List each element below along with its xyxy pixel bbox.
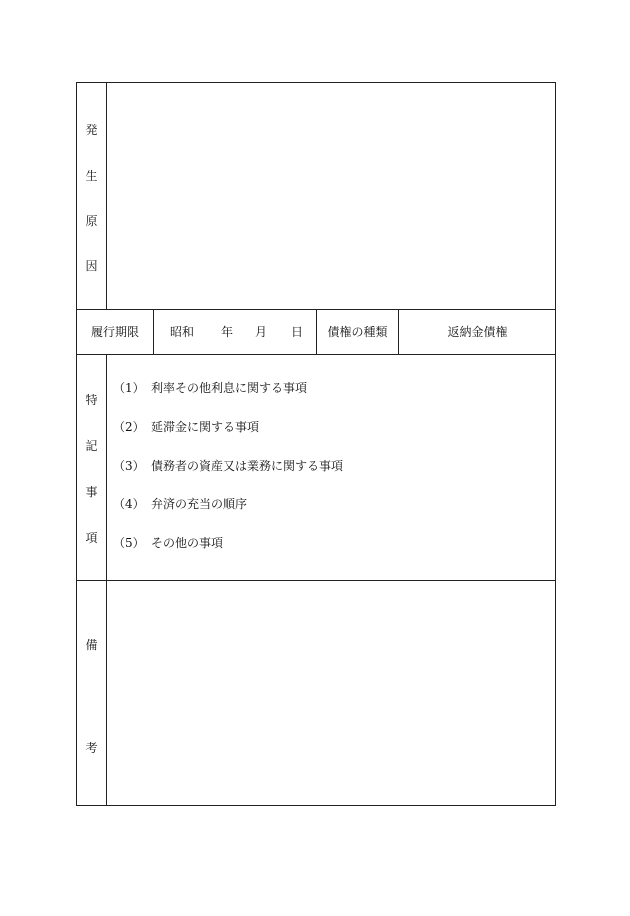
divider-row2 xyxy=(77,354,555,355)
date-era: 昭和 xyxy=(170,325,195,339)
item-text: 延滞金に関する事項 xyxy=(151,420,260,434)
special-note-item xyxy=(113,534,223,551)
item-text: 弁済の充当の順序 xyxy=(151,497,248,511)
date-year-label: 年 xyxy=(221,325,234,339)
special-note-item xyxy=(113,495,247,512)
term-date-field[interactable] xyxy=(154,309,316,354)
item-text: その他の事項 xyxy=(151,536,224,550)
special-notes-label-char: 項 xyxy=(85,531,98,545)
item-number: （5） xyxy=(113,536,145,550)
item-text: 利率その他利息に関する事項 xyxy=(151,381,308,395)
cause-field[interactable] xyxy=(107,83,556,308)
item-number: （1） xyxy=(113,381,145,395)
item-number: （3） xyxy=(113,459,145,473)
term-label: 履行期限 xyxy=(90,325,139,339)
special-note-item xyxy=(113,379,307,396)
claim-type-value: 返納金債権 xyxy=(447,325,508,339)
remarks-field[interactable] xyxy=(107,581,556,805)
claim-type-label: 債権の種類 xyxy=(327,325,388,339)
special-notes-label-char: 記 xyxy=(85,439,98,453)
cause-label-char: 発 xyxy=(85,123,98,137)
remarks-label-char: 考 xyxy=(85,741,98,755)
cause-label-char: 生 xyxy=(85,169,98,183)
item-number: （2） xyxy=(113,420,145,434)
special-notes-label-char: 特 xyxy=(85,393,98,407)
cause-label-char: 因 xyxy=(85,259,98,273)
special-note-item xyxy=(113,457,343,474)
special-note-item xyxy=(113,418,259,435)
item-number: （4） xyxy=(113,497,145,511)
claim-form-table xyxy=(76,82,556,806)
special-notes-label-char: 事 xyxy=(85,485,98,499)
remarks-label-char: 備 xyxy=(85,638,98,652)
date-month-label: 月 xyxy=(255,325,268,339)
date-day-label: 日 xyxy=(291,325,304,339)
item-text: 債務者の資産又は業務に関する事項 xyxy=(151,459,344,473)
cause-label-char: 原 xyxy=(85,214,98,228)
